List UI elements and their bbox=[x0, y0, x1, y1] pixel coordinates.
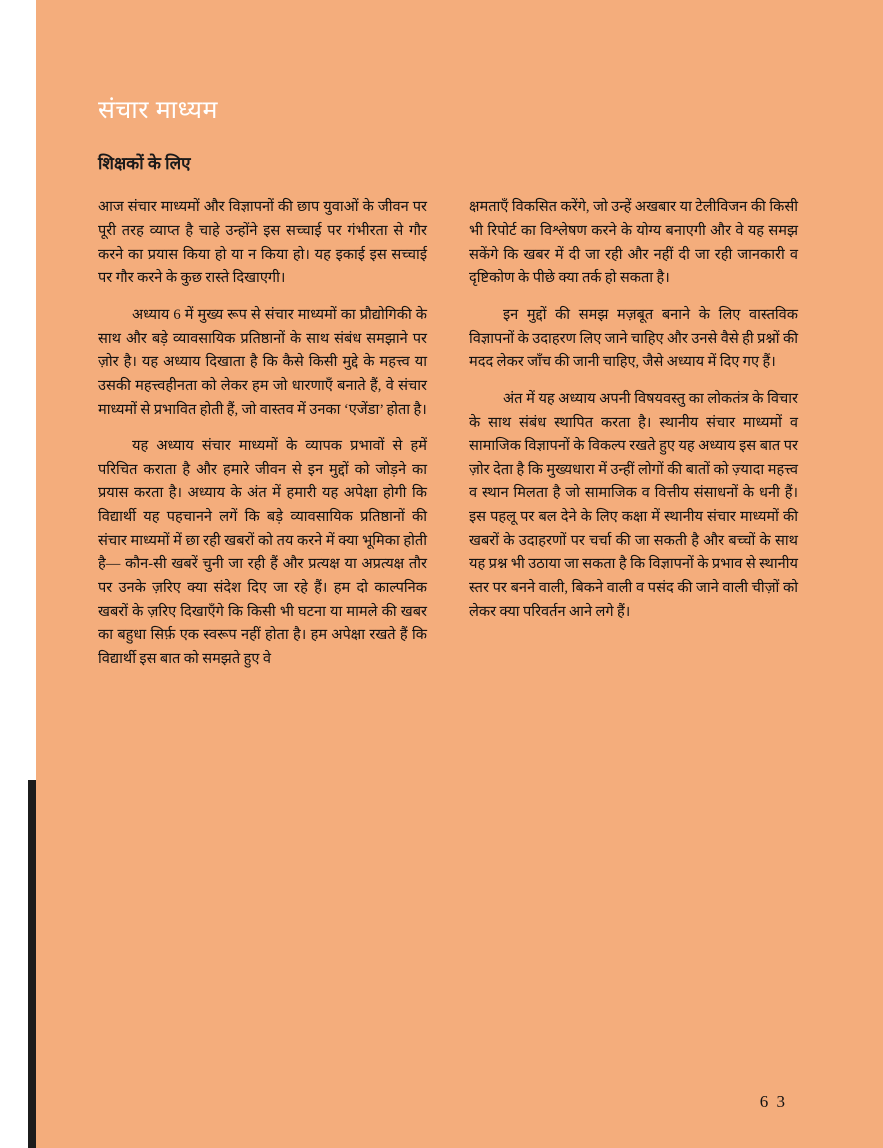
paragraph: अंत में यह अध्याय अपनी विषयवस्तु का लोकतंत्र के विचार के साथ संबंध स्थापित करता है। स्थानीय संचार माध्यमों व सामाजिक विज्ञापनों के विकल्प रखते हुए यह अध्याय इस बात पर ज़ोर देता है कि मुख्यधारा में उन्हीं लोगों की बातों को ज़्यादा महत्त्व व स्थान मिलता है जो सामाजिक व वित्तीय संसाधनों के धनी हैं। इस पहलू पर बल देने के लिए कक्षा में स्थानीय संचार माध्यमों की खबरों के उदाहरणों पर चर्चा की जा सकती है और बच्चों के साथ यह प्रश्न भी उठाया जा सकता है कि विज्ञापनों के प्रभाव से स्थानीय स्तर पर बनने वाली, बिकने वाली व पसंद की जाने वाली चीज़ों को लेकर क्या परिवर्तन आने लगे हैं। bbox=[469, 390, 798, 620]
paragraph: यह अध्याय संचार माध्यमों के व्यापक प्रभावों से हमें परिचित कराता है और हमारे जीवन से इन मुद्दों को जोड़ने का प्रयास करता है। अध्याय के अंत में हमारी यह अपेक्षा होगी कि विद्यार्थी यह पहचानने लगें कि बड़े व्यावसायिक प्रतिष्ठानों की संचार माध्यमों में छा रही खबरों को तय करने में क्या भूमिका होती है— कौन-सी खबरें चुनी जा रही हैं और प्रत्यक्ष या अप्रत्यक्ष तौर पर उनके ज़रिए क्या संदेश दिए जा रहे हैं। हम दो काल्पनिक खबरों के ज़रिए दिखाएँगे कि किसी भी घटना या मामले की खबर का बहुधा सिर्फ़ एक स्वरूप नहीं होता है। हम अपेक्षा रखते हैं कि विद्यार्थी इस बात को समझते हुए वे bbox=[98, 438, 427, 667]
paragraph: क्षमताएँ विकसित करेंगे, जो उन्हें अखबार या टेलीविजन की किसी भी रिपोर्ट का विश्लेषण करने के योग्य बनाएगी और वे यह समझ सकेंगे कि खबर में दी जा रही और नहीं दी जा रही जानकारी व दृष्टिकोण के पीछे क्या तर्क हो सकता है। bbox=[469, 199, 798, 287]
page-content bbox=[98, 96, 798, 685]
paragraph: इन मुद्दों की समझ मज़बूत बनाने के लिए वास्तविक विज्ञापनों के उदाहरण लिए जाने चाहिए और उनसे वैसे ही प्रश्नों की मदद लेकर जाँच की जानी चाहिए, जैसे अध्याय में दिए गए हैं। bbox=[469, 306, 798, 371]
right-column bbox=[469, 196, 798, 684]
page-number: 6 3 bbox=[759, 1092, 787, 1111]
section-heading: शिक्षकों के लिए bbox=[98, 154, 191, 173]
text-columns bbox=[98, 196, 798, 684]
paragraph: आज संचार माध्यमों और विज्ञापनों की छाप युवाओं के जीवन पर पूरी तरह व्याप्त है चाहे उन्होंने इस सच्चाई पर गंभीरता से गौर करने का प्रयास किया हो या न किया हो। यह इकाई इस सच्चाई पर गौर करने के कुछ रास्ते दिखाएगी। bbox=[98, 199, 427, 287]
binding-strip bbox=[28, 780, 36, 1148]
left-column bbox=[98, 196, 427, 684]
page-title: संचार माध्यम bbox=[98, 97, 219, 124]
paragraph: अध्याय 6 में मुख्य रूप से संचार माध्यमों का प्रौद्योगिकी के साथ और बड़े व्यावसायिक प्रतिष्ठानों के साथ संबंध समझाने पर ज़ोर है। यह अध्याय दिखाता है कि कैसे किसी मुद्दे के महत्त्व या उसकी महत्त्वहीनता को लेकर हम जो धारणाएँ बनाते हैं, वे संचार माध्यमों से प्रभावित होती हैं, जो वास्तव में उनका ‘एजेंडा’ होता है। bbox=[98, 306, 427, 418]
page-surface bbox=[36, 0, 883, 1148]
